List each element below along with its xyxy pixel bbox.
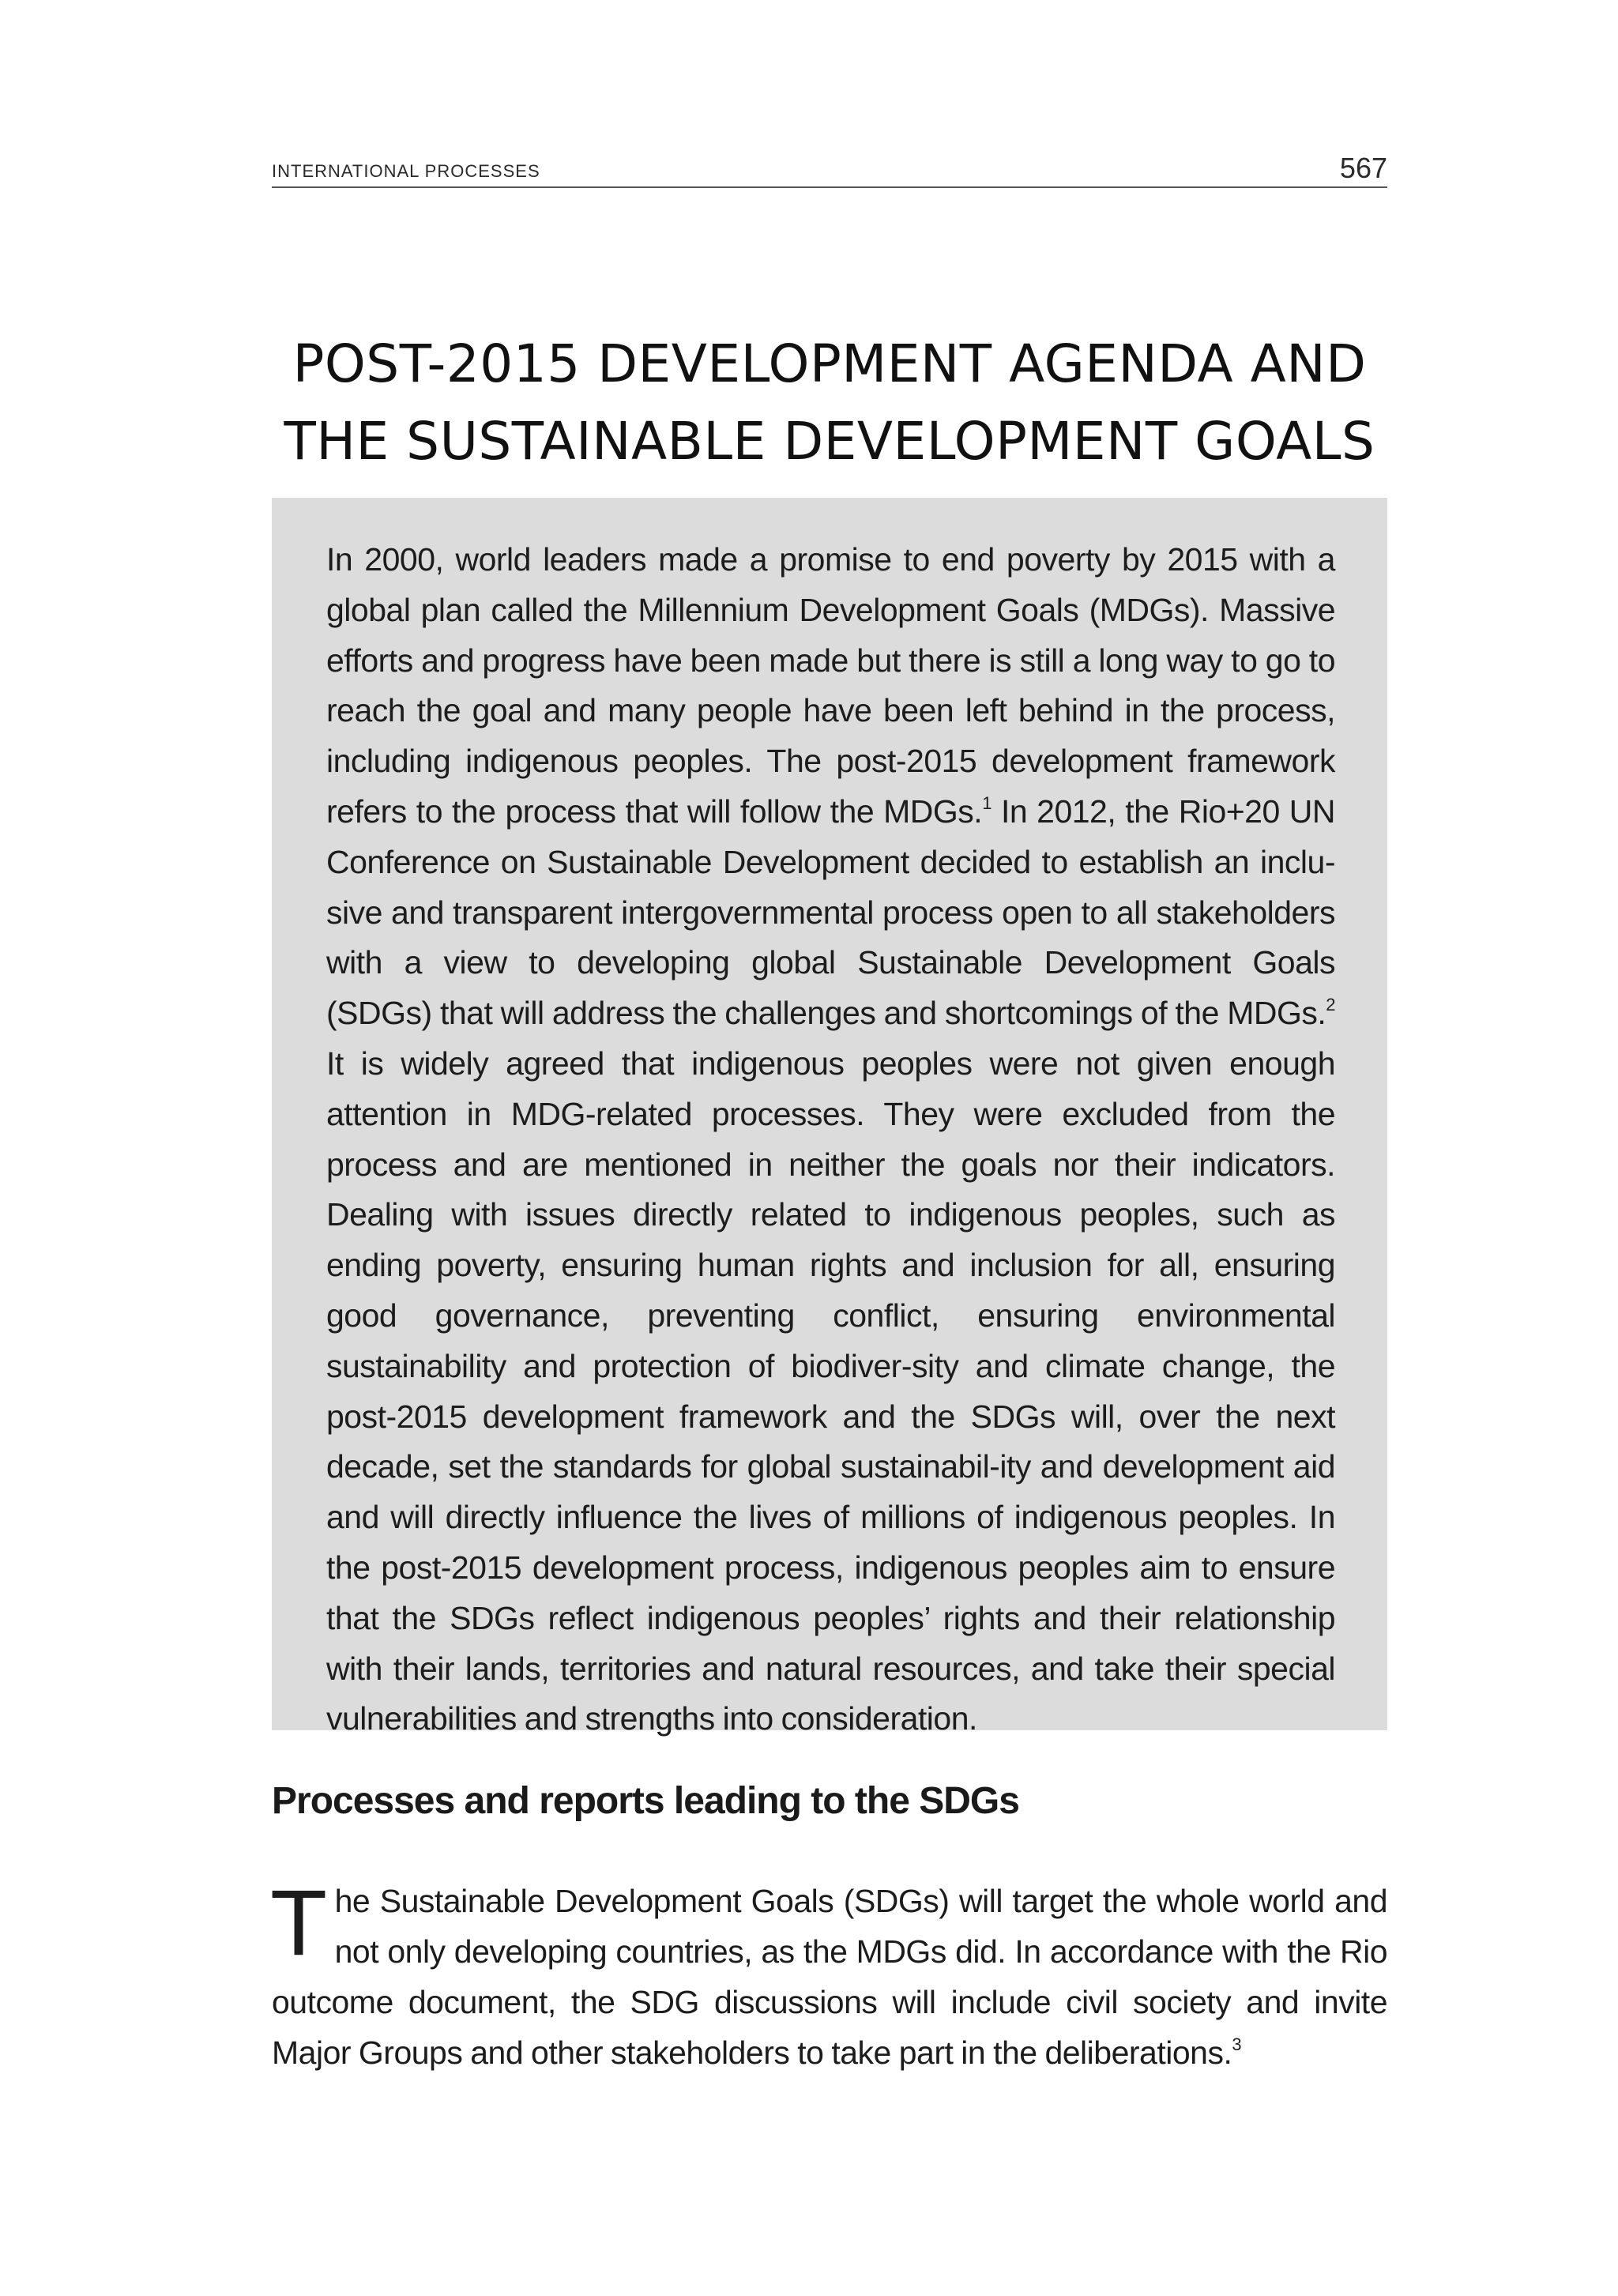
intro-text-part-2: In 2012, the Rio+20 UN Conference on Sustainable Development decided to establish an inclu-sive and transparent intergovernmental process open to all stakeholders with a view to developing global Sustainable Development Goals (SDGs) that will address the challenges and shortcomings of the MDGs. — [326, 792, 1336, 1032]
chapter-title-line-2: THE SUSTAINABLE DEVELOPMENT GOALS — [284, 411, 1375, 472]
intro-text-part-1: In 2000, world leaders made a promise to end poverty by 2015 with a global plan called the Millennium Development Goals (MDGs). Massive efforts and progress have been made but there is still a long way to go to reach the goal and many people have been left behind in the process, including indigenous peoples. The post-2015 development framework refers to the process that will follow the MDGs. — [326, 541, 1335, 830]
running-header-section: INTERNATIONAL PROCESSES — [272, 161, 540, 181]
chapter-title — [272, 326, 1387, 480]
footnote-ref-2[interactable]: 2 — [1326, 995, 1335, 1015]
body-paragraph — [270, 1871, 1387, 2078]
intro-box — [272, 498, 1387, 1737]
intro-paragraph — [326, 535, 1335, 1745]
body-text: he Sustainable Development Goals (SDGs) will target the whole world and not only developing countries, as the MDGs did. In accordance with the Rio outcome document, the SDG discussions will include civil society and invite Major Groups and other stakeholders to take part in the deliberations. — [272, 1883, 1387, 2071]
intro-text-part-3: It is widely agreed that indigenous peoples were not given enough attention in MDG-related processes. They were excluded from the process and are mentioned in neither the goals nor their indicators. Dealing with issues directly related to indigenous peoples, such as ending poverty, ensuring human rights and inclusion for all, ensuring good governance, preventing conflict, ensuring environmental sustainability and protection of biodiver-sity and climate change, the post-2015 development framework and the SDGs will, over the next decade, set the standards for global sustainabil-ity and development aid and will directly influence the lives of millions of indigenous peoples. In the post-2015 development process, indigenous peoples aim to ensure that the SDGs reflect indigenous peoples’ rights and their relationship with their lands, territories and natural resources, and take their special vulnerabilities and strengths into consideration. — [326, 1044, 1335, 1737]
drop-cap: T — [270, 1871, 327, 1975]
chapter-title-line-1: POST-2015 DEVELOPMENT AGENDA AND — [292, 333, 1367, 394]
page-number: 567 — [1339, 152, 1387, 184]
footnote-ref-1[interactable]: 1 — [982, 792, 991, 813]
section-heading: Processes and reports leading to the SDGs — [272, 1780, 1019, 1822]
footnote-ref-3[interactable]: 3 — [1232, 2034, 1242, 2054]
running-header — [272, 150, 1387, 188]
